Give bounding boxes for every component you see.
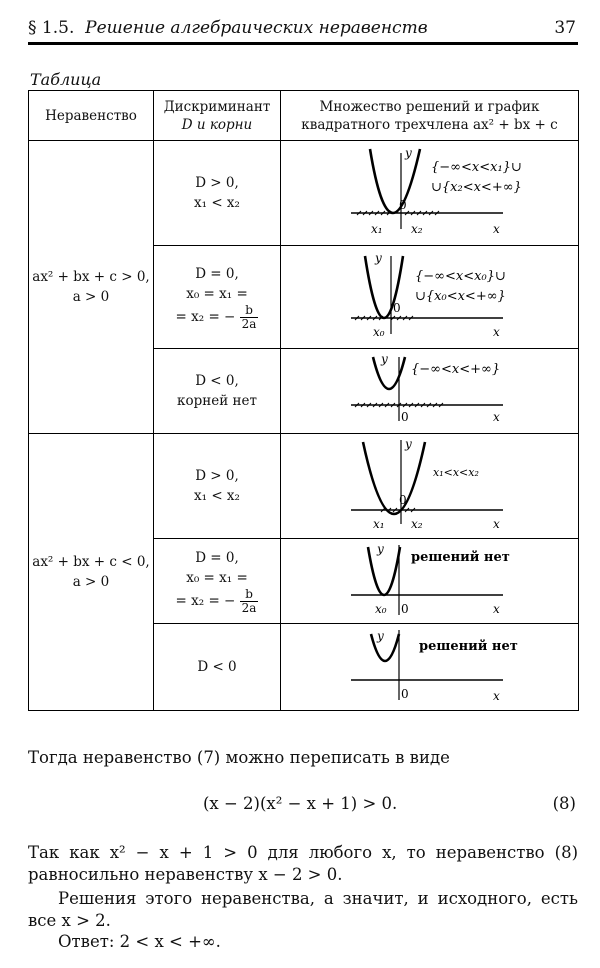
parabola-curve bbox=[373, 357, 405, 389]
svg-text:x₁: x₁ bbox=[373, 517, 385, 531]
graph-cell bbox=[281, 349, 579, 434]
discriminant-cell: D > 0, x₁ < x₂ bbox=[154, 434, 281, 539]
col-header-discriminant: Дискриминант D и корни bbox=[154, 91, 281, 141]
section-heading: § 1.5. Решение алгебраических неравенств bbox=[28, 18, 428, 38]
svg-text:x₀: x₀ bbox=[373, 325, 385, 339]
header-rule bbox=[28, 42, 578, 45]
inequality-cell: ax² + bx + c > 0, a > 0 bbox=[29, 141, 154, 434]
x-axis-hatched bbox=[351, 508, 503, 512]
svg-text:0: 0 bbox=[401, 410, 409, 424]
paragraph: Так как x² − x + 1 > 0 для любого x, то неравенство (8) равносильно неравенству x − 2 > 0. bbox=[28, 843, 578, 884]
svg-text:y: y bbox=[405, 146, 412, 160]
x-axis-hatched bbox=[351, 316, 503, 320]
graph-cell bbox=[281, 246, 579, 349]
parabola-graph bbox=[281, 246, 579, 348]
table-row bbox=[29, 434, 579, 539]
svg-text:0: 0 bbox=[399, 198, 407, 212]
paragraph: Решения этого неравенства, а значит, и исходного, есть все x > 2. bbox=[28, 889, 578, 930]
table-header-row bbox=[29, 91, 579, 141]
svg-text:x: x bbox=[493, 325, 500, 339]
svg-text:x₁<x<x₂: x₁<x<x₂ bbox=[433, 466, 479, 479]
parabola-curve bbox=[371, 634, 399, 661]
equation-number: (8) bbox=[552, 794, 576, 813]
svg-text:x₂: x₂ bbox=[411, 517, 423, 531]
svg-text:{−∞<x<x₀}∪: {−∞<x<x₀}∪ bbox=[415, 269, 506, 284]
graph-cell bbox=[281, 624, 579, 711]
svg-text:x: x bbox=[493, 602, 500, 616]
graph-cell bbox=[281, 434, 579, 539]
col-header-inequality: Неравенство bbox=[29, 91, 154, 141]
x-axis-hatched bbox=[351, 211, 503, 215]
fraction: $\frac{b}{2a}$ bbox=[241, 302, 257, 331]
x-axis-hatched bbox=[351, 403, 503, 407]
svg-text:0: 0 bbox=[393, 301, 401, 315]
equation-expression: (x − 2)(x² − x + 1) > 0. bbox=[203, 794, 398, 813]
svg-text:∪{x₂<x<+∞}: ∪{x₂<x<+∞} bbox=[431, 180, 522, 195]
svg-text:y: y bbox=[377, 542, 384, 556]
svg-text:x: x bbox=[493, 689, 500, 703]
svg-text:{−∞<x<x₁}∪: {−∞<x<x₁}∪ bbox=[431, 160, 522, 175]
svg-text:0: 0 bbox=[401, 687, 409, 701]
solutions-table bbox=[28, 90, 579, 711]
parabola-graph bbox=[281, 349, 579, 433]
discriminant-cell: D < 0 bbox=[154, 624, 281, 711]
answer-line: Ответ: 2 < x < +∞. bbox=[58, 932, 221, 951]
parabola-curve bbox=[370, 149, 420, 213]
inequality-cell: ax² + bx + c < 0, a > 0 bbox=[29, 434, 154, 711]
svg-text:y: y bbox=[375, 251, 382, 265]
discriminant-cell: D < 0, корней нет bbox=[154, 349, 281, 434]
svg-text:x₁: x₁ bbox=[371, 222, 383, 236]
svg-text:x₂: x₂ bbox=[411, 222, 423, 236]
page-number: 37 bbox=[554, 18, 576, 38]
parabola-graph bbox=[281, 624, 579, 710]
discriminant-cell: D > 0, x₁ < x₂ bbox=[154, 141, 281, 246]
table-row bbox=[29, 141, 579, 246]
parabola-curve bbox=[363, 442, 425, 514]
discriminant-cell: D = 0, x₀ = x₁ = = x₂ = − $\frac{b}{2a}$ bbox=[154, 539, 281, 624]
parabola-graph bbox=[281, 539, 579, 623]
discriminant-cell: D = 0, x₀ = x₁ = = x₂ = − $\frac{b}{2a}$ bbox=[154, 246, 281, 349]
svg-text:x: x bbox=[493, 517, 500, 531]
svg-text:x₀: x₀ bbox=[375, 602, 387, 616]
page-header bbox=[28, 14, 578, 40]
parabola-graph bbox=[281, 434, 579, 538]
col-header-solutions: Множество решений и график квадратного трехчлена ax² + bx + c bbox=[281, 91, 579, 141]
fraction: $\frac{b}{2a}$ bbox=[241, 586, 257, 615]
svg-text:y: y bbox=[381, 352, 388, 366]
svg-text:x: x bbox=[493, 222, 500, 236]
svg-text:0: 0 bbox=[399, 493, 407, 507]
svg-text:x: x bbox=[493, 410, 500, 424]
svg-text:y: y bbox=[405, 437, 412, 451]
svg-text:y: y bbox=[377, 629, 384, 643]
parabola-graph bbox=[281, 141, 579, 245]
graph-cell bbox=[281, 539, 579, 624]
paragraph: Тогда неравенство (7) можно переписать в виде bbox=[28, 748, 450, 767]
svg-text:решений нет: решений нет bbox=[411, 550, 510, 565]
graph-cell bbox=[281, 141, 579, 246]
svg-text:решений нет: решений нет bbox=[419, 639, 518, 654]
table-caption: Таблица bbox=[30, 70, 102, 89]
parabola-curve bbox=[368, 547, 400, 595]
svg-text:∪{x₀<x<+∞}: ∪{x₀<x<+∞} bbox=[415, 289, 506, 304]
svg-text:0: 0 bbox=[401, 602, 409, 616]
svg-text:{−∞<x<+∞}: {−∞<x<+∞} bbox=[411, 362, 501, 377]
